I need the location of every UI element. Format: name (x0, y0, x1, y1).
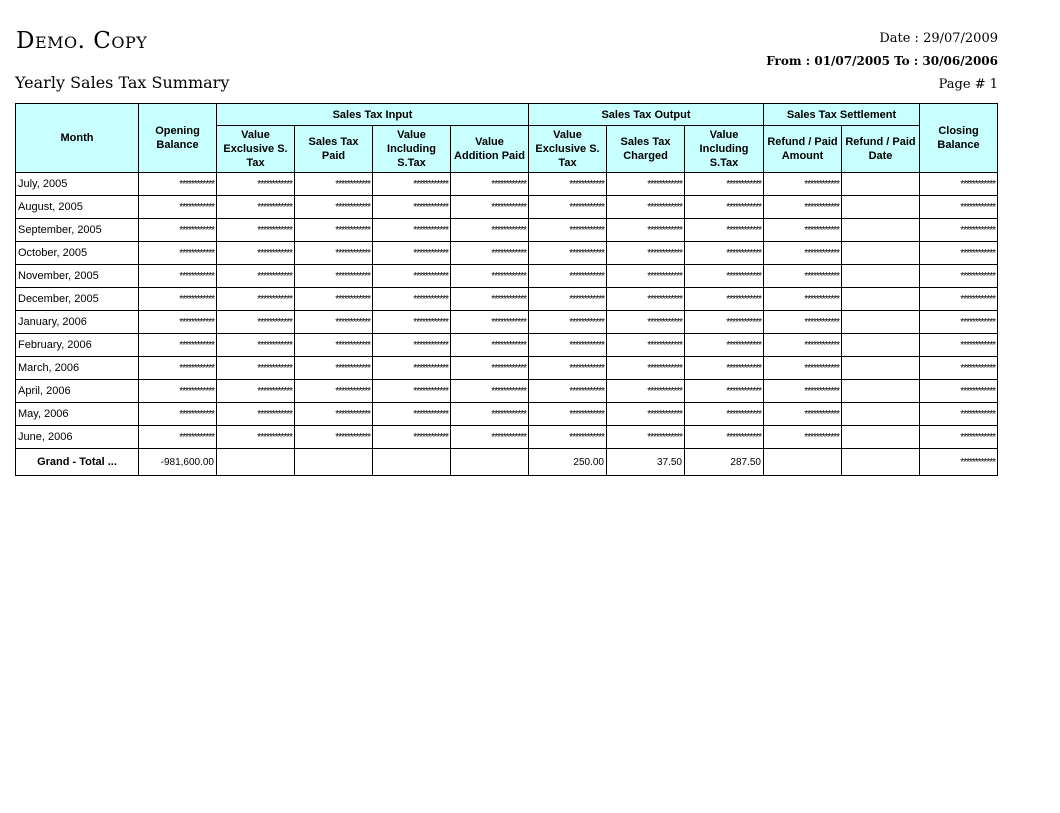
input-sales-tax-paid-cell: ************ (295, 380, 373, 403)
grand-total-opening: -981,600.00 (139, 449, 217, 476)
refund-paid-amount-cell: ************ (764, 288, 842, 311)
refund-paid-amount-cell: ************ (764, 380, 842, 403)
month-cell: August, 2005 (16, 196, 139, 219)
grand-total-label: Grand - Total ... (16, 449, 139, 476)
input-sales-tax-paid-cell: ************ (295, 173, 373, 196)
sales-tax-settlement-header: Sales Tax Settlement (764, 104, 920, 126)
page-number: Page # 1 (938, 77, 998, 92)
output-value-including-cell: ************ (685, 242, 764, 265)
input-sales-tax-paid-cell: ************ (295, 288, 373, 311)
closing-balance-cell: ************ (920, 426, 998, 449)
input-value-addition-cell: ************ (451, 196, 529, 219)
input-value-addition-cell: ************ (451, 265, 529, 288)
output-sales-tax-charged-cell: ************ (607, 173, 685, 196)
output-value-including-cell: ************ (685, 196, 764, 219)
table-row (16, 196, 998, 219)
refund-paid-amount-cell: ************ (764, 219, 842, 242)
output-value-including-cell: ************ (685, 311, 764, 334)
input-sales-tax-paid-cell: ************ (295, 196, 373, 219)
input-value-exclusive-cell: ************ (217, 380, 295, 403)
month-cell: September, 2005 (16, 219, 139, 242)
refund-paid-date-header: Refund / Paid Date (842, 126, 920, 173)
input-value-addition-cell: ************ (451, 173, 529, 196)
grand-total-input-excl (217, 449, 295, 476)
month-cell: October, 2005 (16, 242, 139, 265)
grand-total-input-tax (295, 449, 373, 476)
month-cell: November, 2005 (16, 265, 139, 288)
grand-total-input-incl (373, 449, 451, 476)
input-value-including-cell: ************ (373, 173, 451, 196)
refund-paid-amount-cell: ************ (764, 242, 842, 265)
output-value-including-cell: ************ (685, 219, 764, 242)
report-date-range: From : 01/07/2005 To : 30/06/2006 (766, 54, 998, 68)
input-value-including-cell: ************ (373, 357, 451, 380)
input-value-addition-cell: ************ (451, 311, 529, 334)
closing-balance-cell: ************ (920, 242, 998, 265)
input-value-addition-cell: ************ (451, 380, 529, 403)
input-value-including-cell: ************ (373, 242, 451, 265)
input-value-exclusive-cell: ************ (217, 403, 295, 426)
output-value-exclusive-cell: ************ (529, 196, 607, 219)
grand-total-input-addition (451, 449, 529, 476)
grand-total-refund-date (842, 449, 920, 476)
output-value-exclusive-cell: ************ (529, 311, 607, 334)
output-value-exclusive-cell: ************ (529, 403, 607, 426)
output-sales-tax-charged-cell: ************ (607, 334, 685, 357)
grand-total-output-tax: 37.50 (607, 449, 685, 476)
input-value-exclusive-cell: ************ (217, 196, 295, 219)
output-sales-tax-charged-cell: ************ (607, 357, 685, 380)
refund-paid-date-cell (842, 403, 920, 426)
grand-total-output-incl: 287.50 (685, 449, 764, 476)
input-sales-tax-paid-cell: ************ (295, 357, 373, 380)
month-cell: May, 2006 (16, 403, 139, 426)
input-sales-tax-paid-cell: ************ (295, 219, 373, 242)
input-value-including-cell: ************ (373, 219, 451, 242)
sales-tax-input-header: Sales Tax Input (217, 104, 529, 126)
output-value-including-header: Value Including S.Tax (685, 126, 764, 173)
table-row (16, 426, 998, 449)
output-sales-tax-charged-cell: ************ (607, 219, 685, 242)
closing-balance-cell: ************ (920, 265, 998, 288)
input-value-exclusive-cell: ************ (217, 265, 295, 288)
month-cell: February, 2006 (16, 334, 139, 357)
refund-paid-date-cell (842, 265, 920, 288)
month-cell: December, 2005 (16, 288, 139, 311)
opening-balance-header: Opening Balance (139, 104, 217, 173)
table-row (16, 357, 998, 380)
opening-balance-cell: ************ (139, 426, 217, 449)
output-value-exclusive-header: Value Exclusive S. Tax (529, 126, 607, 173)
refund-paid-amount-cell: ************ (764, 173, 842, 196)
refund-paid-date-cell (842, 242, 920, 265)
refund-paid-amount-cell: ************ (764, 311, 842, 334)
input-sales-tax-paid-cell: ************ (295, 334, 373, 357)
table-row (16, 219, 998, 242)
closing-balance-cell: ************ (920, 219, 998, 242)
input-value-including-cell: ************ (373, 403, 451, 426)
output-value-including-cell: ************ (685, 357, 764, 380)
month-header: Month (16, 104, 139, 173)
table-row (16, 403, 998, 426)
input-value-including-cell: ************ (373, 380, 451, 403)
closing-balance-cell: ************ (920, 403, 998, 426)
input-value-exclusive-header: Value Exclusive S. Tax (217, 126, 295, 173)
opening-balance-cell: ************ (139, 173, 217, 196)
month-cell: April, 2006 (16, 380, 139, 403)
opening-balance-cell: ************ (139, 196, 217, 219)
output-value-including-cell: ************ (685, 334, 764, 357)
closing-balance-header: Closing Balance (920, 104, 998, 173)
opening-balance-cell: ************ (139, 288, 217, 311)
report-title: Yearly Sales Tax Summary (15, 73, 230, 92)
opening-balance-cell: ************ (139, 380, 217, 403)
refund-paid-date-cell (842, 380, 920, 403)
input-value-including-cell: ************ (373, 426, 451, 449)
input-value-addition-cell: ************ (451, 288, 529, 311)
opening-balance-cell: ************ (139, 311, 217, 334)
input-value-exclusive-cell: ************ (217, 357, 295, 380)
refund-paid-amount-cell: ************ (764, 265, 842, 288)
input-value-addition-cell: ************ (451, 242, 529, 265)
input-value-addition-header: Value Addition Paid (451, 126, 529, 173)
output-sales-tax-charged-cell: ************ (607, 242, 685, 265)
refund-paid-amount-cell: ************ (764, 357, 842, 380)
output-value-exclusive-cell: ************ (529, 426, 607, 449)
grand-total-closing: ************ (920, 449, 998, 476)
refund-paid-date-cell (842, 426, 920, 449)
table-row (16, 265, 998, 288)
output-sales-tax-charged-header: Sales Tax Charged (607, 126, 685, 173)
input-value-including-cell: ************ (373, 311, 451, 334)
input-sales-tax-paid-cell: ************ (295, 403, 373, 426)
table-row (16, 288, 998, 311)
input-sales-tax-paid-cell: ************ (295, 242, 373, 265)
input-value-addition-cell: ************ (451, 403, 529, 426)
input-value-including-cell: ************ (373, 288, 451, 311)
input-value-exclusive-cell: ************ (217, 219, 295, 242)
demo-copy-title: Demo. Copy (16, 28, 148, 54)
output-value-including-cell: ************ (685, 380, 764, 403)
input-value-including-cell: ************ (373, 265, 451, 288)
output-value-including-cell: ************ (685, 173, 764, 196)
input-value-including-cell: ************ (373, 196, 451, 219)
month-cell: July, 2005 (16, 173, 139, 196)
output-sales-tax-charged-cell: ************ (607, 265, 685, 288)
refund-paid-date-cell (842, 173, 920, 196)
output-value-exclusive-cell: ************ (529, 288, 607, 311)
input-value-including-header: Value Including S.Tax (373, 126, 451, 173)
output-value-including-cell: ************ (685, 426, 764, 449)
output-value-exclusive-cell: ************ (529, 265, 607, 288)
refund-paid-date-cell (842, 288, 920, 311)
refund-paid-amount-header: Refund / Paid Amount (764, 126, 842, 173)
month-cell: June, 2006 (16, 426, 139, 449)
closing-balance-cell: ************ (920, 311, 998, 334)
input-sales-tax-paid-header: Sales Tax Paid (295, 126, 373, 173)
refund-paid-amount-cell: ************ (764, 334, 842, 357)
opening-balance-cell: ************ (139, 219, 217, 242)
month-cell: January, 2006 (16, 311, 139, 334)
table-row (16, 242, 998, 265)
input-sales-tax-paid-cell: ************ (295, 426, 373, 449)
input-value-addition-cell: ************ (451, 219, 529, 242)
output-sales-tax-charged-cell: ************ (607, 380, 685, 403)
grand-total-output-excl: 250.00 (529, 449, 607, 476)
output-sales-tax-charged-cell: ************ (607, 196, 685, 219)
input-sales-tax-paid-cell: ************ (295, 311, 373, 334)
output-value-exclusive-cell: ************ (529, 357, 607, 380)
output-value-exclusive-cell: ************ (529, 173, 607, 196)
refund-paid-amount-cell: ************ (764, 426, 842, 449)
output-value-exclusive-cell: ************ (529, 242, 607, 265)
opening-balance-cell: ************ (139, 334, 217, 357)
table-body (16, 173, 998, 449)
input-value-exclusive-cell: ************ (217, 334, 295, 357)
input-sales-tax-paid-cell: ************ (295, 265, 373, 288)
refund-paid-date-cell (842, 334, 920, 357)
refund-paid-date-cell (842, 219, 920, 242)
sales-tax-output-header: Sales Tax Output (529, 104, 764, 126)
table-row (16, 380, 998, 403)
output-sales-tax-charged-cell: ************ (607, 403, 685, 426)
output-value-exclusive-cell: ************ (529, 219, 607, 242)
output-sales-tax-charged-cell: ************ (607, 288, 685, 311)
refund-paid-amount-cell: ************ (764, 196, 842, 219)
closing-balance-cell: ************ (920, 357, 998, 380)
opening-balance-cell: ************ (139, 265, 217, 288)
opening-balance-cell: ************ (139, 242, 217, 265)
output-value-exclusive-cell: ************ (529, 380, 607, 403)
refund-paid-amount-cell: ************ (764, 403, 842, 426)
output-value-exclusive-cell: ************ (529, 334, 607, 357)
input-value-exclusive-cell: ************ (217, 288, 295, 311)
grand-total-refund-amount (764, 449, 842, 476)
input-value-exclusive-cell: ************ (217, 311, 295, 334)
output-sales-tax-charged-cell: ************ (607, 311, 685, 334)
input-value-addition-cell: ************ (451, 334, 529, 357)
input-value-including-cell: ************ (373, 334, 451, 357)
closing-balance-cell: ************ (920, 380, 998, 403)
output-value-including-cell: ************ (685, 265, 764, 288)
input-value-exclusive-cell: ************ (217, 426, 295, 449)
table-row (16, 311, 998, 334)
table-row (16, 334, 998, 357)
input-value-addition-cell: ************ (451, 426, 529, 449)
refund-paid-date-cell (842, 196, 920, 219)
input-value-exclusive-cell: ************ (217, 173, 295, 196)
opening-balance-cell: ************ (139, 357, 217, 380)
report-date: Date : 29/07/2009 (879, 31, 998, 46)
opening-balance-cell: ************ (139, 403, 217, 426)
closing-balance-cell: ************ (920, 196, 998, 219)
refund-paid-date-cell (842, 357, 920, 380)
closing-balance-cell: ************ (920, 173, 998, 196)
sales-tax-summary-table (15, 103, 998, 476)
input-value-exclusive-cell: ************ (217, 242, 295, 265)
refund-paid-date-cell (842, 311, 920, 334)
output-sales-tax-charged-cell: ************ (607, 426, 685, 449)
input-value-addition-cell: ************ (451, 357, 529, 380)
month-cell: March, 2006 (16, 357, 139, 380)
closing-balance-cell: ************ (920, 334, 998, 357)
grand-total-row (16, 449, 998, 476)
output-value-including-cell: ************ (685, 403, 764, 426)
closing-balance-cell: ************ (920, 288, 998, 311)
table-row (16, 173, 998, 196)
output-value-including-cell: ************ (685, 288, 764, 311)
